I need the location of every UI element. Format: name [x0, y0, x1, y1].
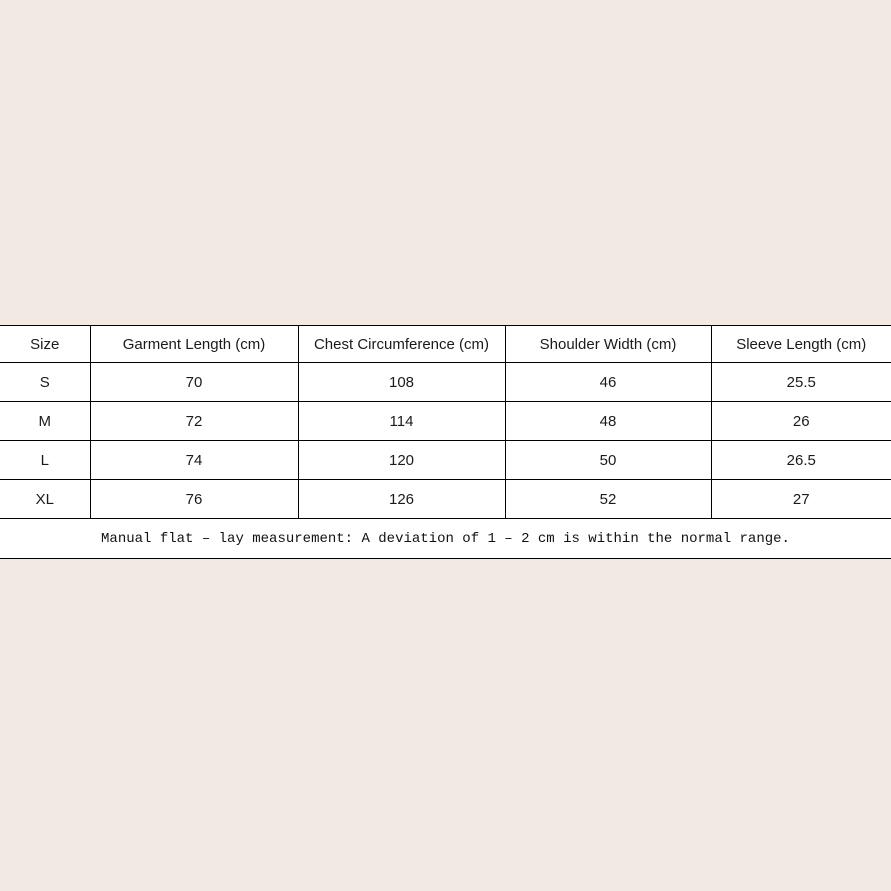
column-header-chest-circumference: Chest Circumference (cm)	[298, 326, 505, 363]
table-row-xl	[0, 480, 891, 519]
value-cell: 27	[711, 480, 891, 519]
value-cell: 108	[298, 363, 505, 402]
header-row	[0, 326, 891, 363]
size-cell: M	[0, 402, 90, 441]
value-cell: 114	[298, 402, 505, 441]
size-chart	[0, 325, 891, 559]
value-cell: 25.5	[711, 363, 891, 402]
value-cell: 26.5	[711, 441, 891, 480]
size-cell: L	[0, 441, 90, 480]
table-row-m	[0, 402, 891, 441]
table-row-s	[0, 363, 891, 402]
column-header-sleeve-length: Sleeve Length (cm)	[711, 326, 891, 363]
value-cell: 46	[505, 363, 711, 402]
size-cell: S	[0, 363, 90, 402]
value-cell: 126	[298, 480, 505, 519]
size-cell: XL	[0, 480, 90, 519]
value-cell: 26	[711, 402, 891, 441]
table-row-l	[0, 441, 891, 480]
value-cell: 76	[90, 480, 298, 519]
value-cell: 120	[298, 441, 505, 480]
value-cell: 74	[90, 441, 298, 480]
value-cell: 52	[505, 480, 711, 519]
measurement-note-row	[0, 519, 891, 559]
measurement-note: Manual flat – lay measurement: A deviation of 1 – 2 cm is within the normal range.	[101, 530, 790, 547]
column-header-size: Size	[0, 326, 90, 363]
value-cell: 72	[90, 402, 298, 441]
size-chart-table	[0, 325, 891, 519]
value-cell: 48	[505, 402, 711, 441]
column-header-garment-length: Garment Length (cm)	[90, 326, 298, 363]
value-cell: 70	[90, 363, 298, 402]
column-header-shoulder-width: Shoulder Width (cm)	[505, 326, 711, 363]
value-cell: 50	[505, 441, 711, 480]
